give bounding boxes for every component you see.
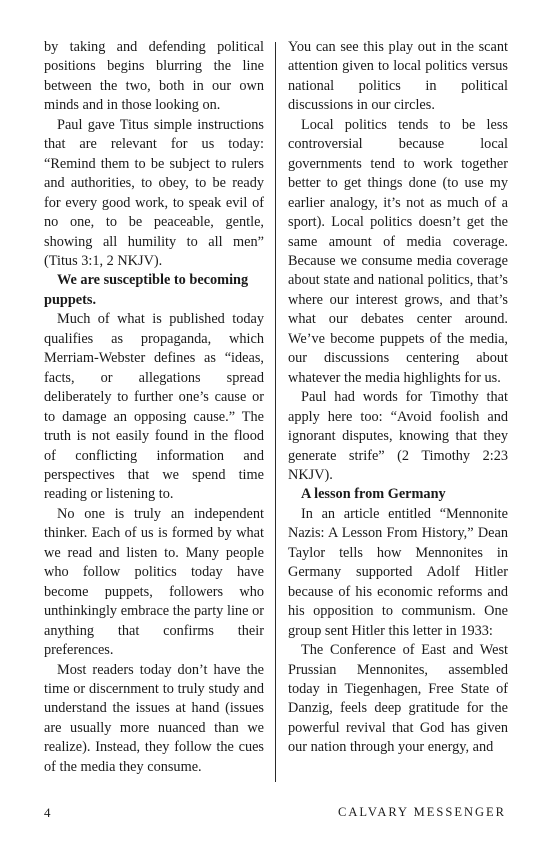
body-paragraph: Much of what is published today qualifies as propaganda, which Merriam-Webster defines as “ideas, facts, or allegations spread deliberately to further one’s cause or to damage an opposing cause.” The truth is not easily found in the flood of conflicting information and perspectives that we spend time reading or listening to. — [44, 311, 264, 503]
magazine-title: CALVARY MESSENGER — [338, 805, 506, 819]
body-paragraph: Paul had words for Timothy that apply here too: “Avoid foolish and ignorant disputes, knowing that they generate strife” (2 Timothy 2:23 NKJV). — [288, 389, 508, 483]
left-column — [44, 38, 264, 777]
body-paragraph: In an article entitled “Mennonite Nazis: A Lesson From History,” Dean Taylor tells how Mennonites in Germany supported Adolf Hitler because of his economic reforms and his opposition to communism. One group sent Hitler this letter in 1933: — [288, 505, 508, 639]
body-paragraph: You can see this play out in the scant attention given to local politics versus national politics in political discussions in our circles. — [288, 39, 508, 114]
section-heading: A lesson from Germany — [301, 486, 446, 503]
page-number: 4 — [44, 805, 51, 820]
body-paragraph: Paul gave Titus simple instructions that are relevant for us today: “Remind them to be subject to rulers and authorities, to obey, to be ready for every good work, to speak evil of no one, to be peaceable, gentle, showing all humility to all men” (Titus 3:1, 2 NKJV). — [44, 116, 264, 269]
body-paragraph: No one is truly an independent thinker. Each of us is formed by what we read and listen to. Many people who follow politics today have become puppets, followers who unthinkingly embrace the party line or anything that confirms their preferences. — [44, 505, 264, 659]
body-paragraph: Local politics tends to be less controversial because local governments tend to work together better to get things done (to use my earlier analogy, it’s not as much of a sport). Local politics doesn’t get the same amount of media coverage. Because we consume media coverage about state and national politics, that’s where our interest grows, and that’s what our debates center around. We’ve become puppets of the media, our discussions centering about whatever the media highlights for us. — [288, 116, 508, 386]
body-paragraph: Most readers today don’t have the time or discernment to truly study and understand the issues at hand (issues are usually more nuanced than we realize). Instead, they follow the cues of the media they consume. — [44, 661, 264, 775]
section-heading: We are susceptible to becoming puppets. — [44, 272, 249, 308]
right-column — [288, 38, 508, 758]
quoted-letter-paragraph: The Conference of East and West Prussian Mennonites, assembled today in Tiegenhagen, Free State of Danzig, feels deep gratitude for the powerful revival that God has given our nation through your energy, and — [288, 642, 508, 756]
page-footer — [44, 805, 506, 823]
column-divider — [275, 42, 276, 782]
body-paragraph: by taking and defending political positions begins blurring the line between the two, both in our own minds and in those looking on. — [44, 39, 264, 114]
